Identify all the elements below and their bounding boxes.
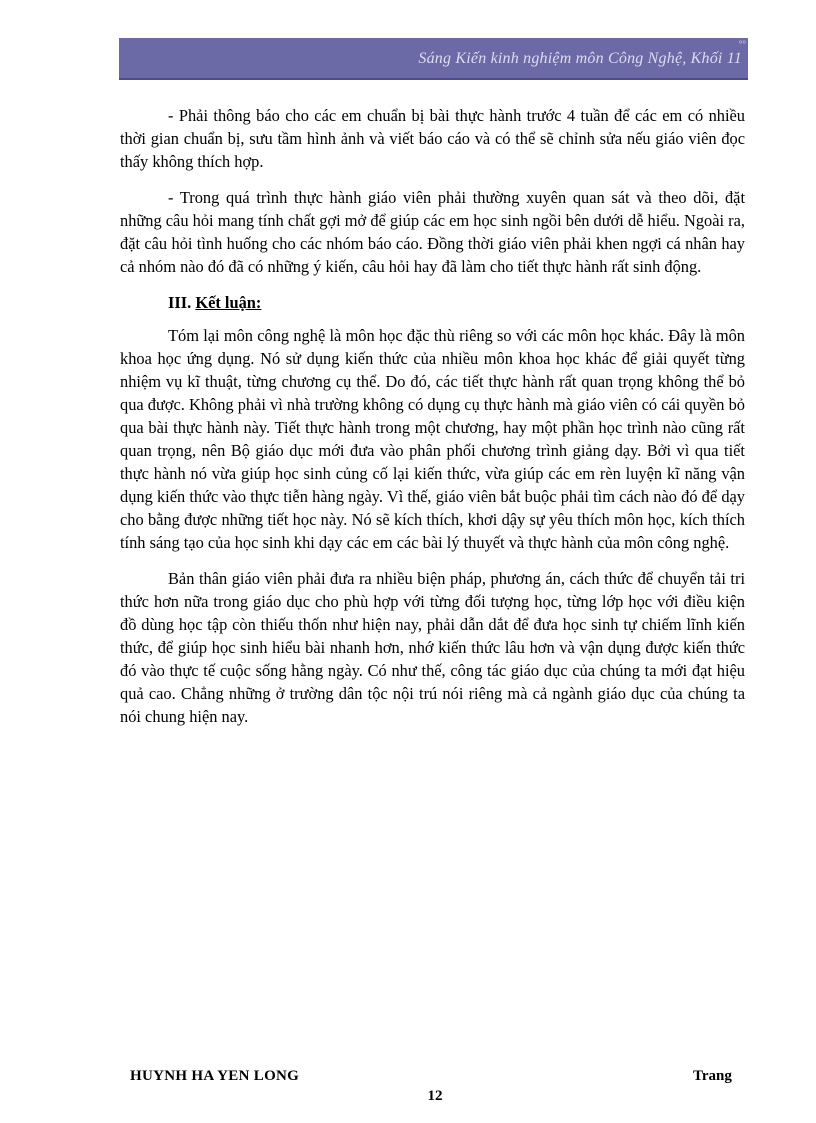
paragraph-prepare-notice: - Phải thông báo cho các em chuẩn bị bài thực hành trước 4 tuần để các em có nhiều thời gian chuẩn bị, sưu tầm hình ảnh và viết báo cáo và có thể sẽ chỉnh sửa nếu giáo viên đọc thấy không thích hợp. <box>120 106 745 171</box>
paragraph-conclusion-2: Bản thân giáo viên phải đưa ra nhiều biện pháp, phương án, cách thức để chuyển tải tri thức hơn nữa trong giáo dục cho phù hợp với từng đối tượng học, từng lớp học với điều kiện đồ dùng học tập còn thiếu thốn như hiện nay, phải dẫn dắt để đưa học sinh tự chiếm lĩnh kiến thức, để giúp học sinh hiểu bài nhanh hơn, nhớ kiến thức lâu hơn và vận dụng được kiến thức đó vào thực tế cuộc sống hằng ngày. Có như thế, công tác giáo dục của chúng ta mới đạt hiệu quả cao. Chẳng những ở trường dân tộc nội trú nói riêng mà cả ngành giáo dục của chúng ta nói chung hiện nay. <box>120 569 745 726</box>
footer-page-label: Trang <box>693 1068 732 1084</box>
footer-page-number: 12 <box>427 1088 443 1104</box>
footer-author: HUYNH HA YEN LONG <box>130 1068 300 1084</box>
page-header-bar <box>119 38 748 80</box>
header-title: Sáng Kiến kinh nghiệm môn Công Nghệ, Khối 11 <box>418 50 742 67</box>
section-heading-conclusion <box>168 291 745 314</box>
section-number: III. <box>168 293 192 312</box>
section-title: Kết luận: <box>195 293 262 312</box>
header-corner-mark: °° <box>738 39 746 49</box>
paragraph-observation: - Trong quá trình thực hành giáo viên phải thường xuyên quan sát và theo dõi, đặt những câu hỏi mang tính chất gợi mở để giúp các em học sinh ngồi bên dưới dễ hiểu. Ngoài ra, đặt câu hỏi tình huống cho các nhóm báo cáo. Đồng thời giáo viên phải khen ngợi cá nhân hay cả nhóm nào đó đã có những ý kiến, câu hỏi hay đã làm cho tiết thực hành rất sinh động. <box>120 188 745 276</box>
paragraph-conclusion-1: Tóm lại môn công nghệ là môn học đặc thù riêng so với các môn học khác. Đây là môn khoa học ứng dụng. Nó sử dụng kiến thức của nhiều môn khoa học khác để giải quyết từng nhiệm vụ kĩ thuật, từng chương cụ thể. Do đó, các tiết thực hành rất quan trọng không thể bỏ qua được. Không phải vì nhà trường không có dụng cụ thực hành mà giáo viên có cái quyền bỏ qua bài thực hành này. Tiết thực hành trong một chương, hay một phần học trình nào cũng rất quan trọng, nên Bộ giáo dục mới đưa vào phân phối chương trình giảng dạy. Bởi vì qua tiết thực hành nó vừa giúp học sinh củng cố lại kiến thức, vừa giúp các em rèn luyện kĩ năng vận dụng kiến thức vào thực tiễn hàng ngày. Vì thế, giáo viên bắt buộc phải tìm cách nào đó để dạy cho bằng được những tiết học này. Nó sẽ kích thích, khơi dậy sự yêu thích môn học, kích thích tính sáng tạo của học sinh khi dạy các em các bài lý thuyết và thực hành của môn công nghệ. <box>120 326 745 552</box>
document-body <box>120 104 745 741</box>
